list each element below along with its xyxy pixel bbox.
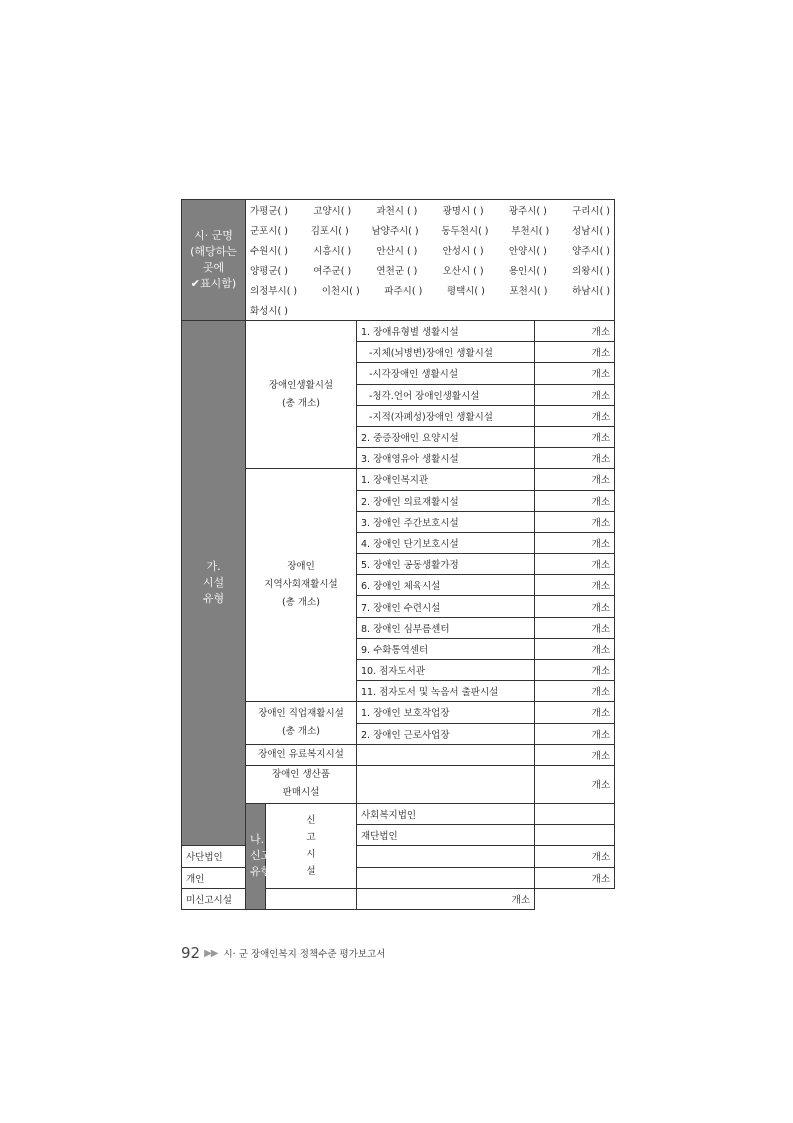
unit-cell bbox=[535, 490, 615, 511]
region-checkbox[interactable]: 오산시 ( ) bbox=[442, 266, 484, 277]
facility-item bbox=[357, 596, 535, 617]
region-list-row bbox=[250, 280, 610, 300]
facility-item-label: 2. 장애인 근로사업장 bbox=[361, 729, 450, 741]
facility-item bbox=[357, 342, 535, 363]
section-ga-header-line: 유형 bbox=[202, 592, 225, 606]
facility-item bbox=[357, 384, 535, 405]
blank-cell bbox=[357, 846, 535, 867]
unit-cell bbox=[535, 617, 615, 638]
unit-cell bbox=[535, 532, 615, 553]
facility-item bbox=[357, 575, 535, 596]
unit-cell bbox=[535, 384, 615, 405]
products-facility-category-line: 판매시설 bbox=[282, 787, 320, 799]
region-checkbox[interactable]: 과천시 ( ) bbox=[376, 206, 418, 217]
facility-item bbox=[357, 723, 535, 744]
unit-cell bbox=[535, 511, 615, 532]
facility-item-label: 3. 장애인 주간보호시설 bbox=[361, 517, 459, 529]
unit-label: 개소 bbox=[591, 687, 611, 699]
region-list-row bbox=[250, 220, 610, 240]
facility-item bbox=[357, 426, 535, 447]
unit-label: 개소 bbox=[511, 894, 530, 906]
region-checkbox[interactable]: 용인시( ) bbox=[508, 266, 547, 277]
unit-label: 개소 bbox=[591, 873, 611, 885]
facility-item-label: 2. 장애인 의료재활시설 bbox=[361, 496, 459, 508]
facility-item-label: 3. 장애영유아 생활시설 bbox=[361, 454, 459, 466]
vocational-facility-category bbox=[246, 702, 357, 744]
reported-label-char: 시 bbox=[306, 848, 316, 860]
facility-item-label: 재단법인 bbox=[361, 831, 398, 843]
reported-label-char: 설 bbox=[306, 865, 316, 877]
region-checkbox[interactable]: 가평군( ) bbox=[250, 206, 288, 217]
facility-item-label: 5. 장애인 공동생활가정 bbox=[361, 560, 459, 572]
facility-item bbox=[357, 469, 535, 490]
section-ga-header-line: 가. bbox=[206, 560, 221, 574]
section-na-header-line: 유형 bbox=[250, 865, 272, 879]
unit-cell bbox=[535, 660, 615, 681]
facility-item bbox=[357, 660, 535, 681]
region-list-row bbox=[250, 260, 610, 280]
region-checkbox[interactable]: 양평군( ) bbox=[250, 266, 288, 277]
blank-cell bbox=[266, 888, 357, 909]
section-ga-header bbox=[182, 321, 246, 846]
section-na-header-line: 나. bbox=[250, 833, 265, 847]
facility-item bbox=[357, 825, 535, 846]
region-checkbox[interactable]: 의정부시( ) bbox=[250, 286, 298, 297]
facility-item bbox=[357, 803, 535, 824]
unit-label: 개소 bbox=[591, 496, 611, 508]
facility-row bbox=[182, 744, 615, 765]
facility-item-label: -시각장애인 생활시설 bbox=[369, 369, 459, 381]
facility-item bbox=[357, 702, 535, 723]
region-checkbox[interactable]: 수원시( ) bbox=[250, 246, 288, 257]
community-facility-category-line: (총 개소) bbox=[282, 597, 320, 609]
region-list-row bbox=[250, 300, 610, 320]
facility-item-label: 개인 bbox=[186, 873, 205, 885]
region-checkbox[interactable]: 여주군( ) bbox=[313, 266, 352, 277]
unit-cell bbox=[535, 596, 615, 617]
paid-facility-category bbox=[246, 744, 357, 765]
region-checkbox[interactable]: 고양시( ) bbox=[313, 206, 352, 217]
report-row bbox=[182, 888, 615, 909]
unit-cell bbox=[357, 888, 535, 909]
region-checkbox[interactable]: 연천군 ( ) bbox=[376, 266, 418, 277]
products-facility-category-line: 장애인 생산품 bbox=[271, 769, 331, 781]
region-checkbox[interactable]: 안성시 ( ) bbox=[442, 246, 484, 257]
facility-item-label: 1. 장애인복지관 bbox=[361, 475, 429, 487]
facility-item bbox=[357, 321, 535, 342]
facility-item bbox=[357, 448, 535, 469]
region-checkbox[interactable]: 하남시( ) bbox=[572, 286, 611, 297]
unit-label: 개소 bbox=[591, 644, 611, 656]
region-checkbox[interactable]: 동두천시( ) bbox=[441, 226, 489, 237]
unit-cell bbox=[535, 867, 615, 888]
facility-item bbox=[357, 554, 535, 575]
page-number: 92 bbox=[181, 944, 201, 962]
region-checkbox[interactable]: 성남시( ) bbox=[572, 226, 610, 237]
unit-label: 개소 bbox=[591, 348, 611, 360]
community-facility-category-line: 지역사회재활시설 bbox=[264, 579, 338, 591]
facility-row bbox=[182, 765, 615, 803]
unit-label: 개소 bbox=[591, 517, 611, 529]
unit-label: 개소 bbox=[591, 454, 611, 466]
region-checkbox[interactable]: 의왕시( ) bbox=[572, 266, 611, 277]
facility-item-label: 7. 장애인 수련시설 bbox=[361, 602, 441, 614]
region-header-line: 곳에 bbox=[202, 261, 225, 274]
unit-label: 개소 bbox=[591, 538, 611, 550]
unit-cell bbox=[535, 469, 615, 490]
facility-item-label: 4. 장애인 단기보호시설 bbox=[361, 538, 459, 550]
facility-item-label: 6. 장애인 체육시설 bbox=[361, 581, 441, 593]
unit-cell bbox=[535, 448, 615, 469]
region-checkbox[interactable]: 김포시( ) bbox=[310, 226, 349, 237]
community-facility-category bbox=[246, 469, 357, 702]
facility-item-label: 11. 점자도서 및 녹음서 출판시설 bbox=[361, 687, 499, 699]
blank-cell bbox=[357, 744, 535, 765]
unit-cell bbox=[535, 554, 615, 575]
region-checkbox[interactable]: 군포시( ) bbox=[250, 226, 288, 237]
region-checkbox[interactable]: 이천시( ) bbox=[321, 286, 360, 297]
unit-cell bbox=[535, 638, 615, 659]
unit-cell bbox=[535, 681, 615, 702]
unit-label: 개소 bbox=[591, 433, 611, 445]
products-facility-category bbox=[246, 765, 357, 803]
region-checkbox[interactable]: 남양주시( ) bbox=[371, 226, 419, 237]
unit-label: 개소 bbox=[591, 369, 611, 381]
facility-item bbox=[357, 490, 535, 511]
region-list-row bbox=[250, 240, 610, 260]
region-checkbox[interactable]: 시흥시( ) bbox=[313, 246, 352, 257]
unit-label: 개소 bbox=[591, 852, 611, 864]
reported-facility-label bbox=[266, 803, 357, 888]
facility-row bbox=[182, 702, 615, 723]
vocational-facility-category-line: (총 개소) bbox=[282, 726, 320, 738]
region-checkbox[interactable]: 광주시( ) bbox=[508, 206, 547, 217]
facility-item-label: 사회복지법인 bbox=[361, 810, 417, 822]
facility-item bbox=[182, 888, 266, 909]
region-checkbox[interactable]: 안양시( ) bbox=[508, 246, 547, 257]
page-footer bbox=[181, 944, 385, 962]
unit-label: 개소 bbox=[591, 780, 611, 792]
facility-row bbox=[182, 469, 615, 490]
section-na-header-line: 신고 bbox=[250, 849, 272, 863]
unit-label: 개소 bbox=[591, 729, 611, 741]
section-ga-header-line: 시설 bbox=[202, 576, 225, 590]
blank-cell bbox=[535, 825, 615, 846]
facility-item-label: 미신고시설 bbox=[186, 894, 232, 906]
unit-cell bbox=[535, 426, 615, 447]
region-header-line: (해당하는 bbox=[190, 245, 237, 258]
unit-label: 개소 bbox=[591, 666, 611, 678]
unit-label: 개소 bbox=[591, 411, 611, 423]
vocational-facility-category-line: 장애인 직업재활시설 bbox=[258, 708, 344, 720]
facility-item-label: -지적(자폐성)장애인 생활시설 bbox=[369, 411, 493, 423]
unit-cell bbox=[535, 575, 615, 596]
unit-cell bbox=[535, 321, 615, 342]
facility-item bbox=[357, 511, 535, 532]
region-checkbox[interactable]: 포천시( ) bbox=[509, 286, 548, 297]
region-checklist bbox=[246, 200, 615, 321]
survey-table bbox=[181, 199, 615, 910]
living-facility-category bbox=[246, 321, 357, 469]
blank-cell bbox=[357, 765, 535, 803]
unit-cell bbox=[535, 342, 615, 363]
arrow-icon: ▶▶ bbox=[204, 947, 218, 959]
report-title: 시· 군 장애인복지 정책수준 평가보고서 bbox=[223, 949, 386, 960]
unit-cell bbox=[535, 846, 615, 867]
facility-item-label: 1. 장애인 보호작업장 bbox=[361, 708, 450, 720]
living-facility-category-line: 장애인생활시설 bbox=[268, 379, 334, 391]
facility-item bbox=[357, 405, 535, 426]
community-facility-category-line: 장애인 bbox=[287, 561, 315, 573]
unit-label: 개소 bbox=[591, 623, 611, 635]
report-row bbox=[182, 803, 615, 824]
paid-facility-label: 장애인 유료복지시설 bbox=[258, 748, 344, 760]
region-checkbox[interactable]: 부천시( ) bbox=[511, 226, 550, 237]
unit-label: 개소 bbox=[591, 475, 611, 487]
region-checkbox[interactable]: 광명시 ( ) bbox=[442, 206, 484, 217]
region-row bbox=[182, 200, 615, 321]
reported-label-char: 신 bbox=[306, 814, 316, 826]
region-header-line: 시· 군명 bbox=[194, 229, 233, 242]
blank-cell bbox=[535, 803, 615, 824]
unit-label: 개소 bbox=[591, 750, 611, 762]
region-checkbox[interactable]: 양주시( ) bbox=[572, 246, 611, 257]
unit-label: 개소 bbox=[591, 602, 611, 614]
facility-item-label: 9. 수화통역센터 bbox=[361, 644, 429, 656]
unit-label: 개소 bbox=[591, 708, 611, 720]
unit-cell bbox=[535, 405, 615, 426]
facility-item bbox=[357, 363, 535, 384]
facility-item bbox=[357, 638, 535, 659]
facility-item-label: -청각.언어 장애인생활시설 bbox=[369, 390, 480, 402]
living-facility-category-line: (총 개소) bbox=[282, 397, 320, 409]
facility-item bbox=[182, 867, 246, 888]
region-checkbox[interactable]: 화성시( ) bbox=[250, 306, 288, 317]
region-checkbox[interactable]: 안산시 ( ) bbox=[376, 246, 418, 257]
facility-item bbox=[357, 681, 535, 702]
region-list-row bbox=[250, 200, 610, 220]
region-checkbox[interactable]: 평택시( ) bbox=[446, 286, 485, 297]
facility-item-label: -지체(뇌병변)장애인 생활시설 bbox=[369, 348, 493, 360]
facility-item-label: 사단법인 bbox=[186, 852, 223, 864]
region-checkbox[interactable]: 구리시( ) bbox=[572, 206, 611, 217]
facility-item bbox=[182, 846, 246, 867]
blank-cell bbox=[357, 867, 535, 888]
unit-cell bbox=[535, 363, 615, 384]
region-checkbox[interactable]: 파주시( ) bbox=[384, 286, 423, 297]
facility-item-label: 10. 점자도서관 bbox=[361, 666, 426, 678]
region-header bbox=[182, 200, 246, 321]
unit-cell bbox=[535, 723, 615, 744]
reported-label-char: 고 bbox=[306, 831, 316, 843]
unit-label: 개소 bbox=[591, 581, 611, 593]
region-header-line: ✔표시함) bbox=[190, 277, 237, 290]
facility-item-label: 1. 장애유형별 생활시설 bbox=[361, 327, 459, 339]
unit-cell bbox=[535, 744, 615, 765]
unit-label: 개소 bbox=[591, 390, 611, 402]
facility-item bbox=[357, 617, 535, 638]
unit-label: 개소 bbox=[591, 560, 611, 572]
unit-label: 개소 bbox=[591, 327, 611, 339]
unit-cell bbox=[535, 765, 615, 803]
facility-row bbox=[182, 321, 615, 342]
facility-item bbox=[357, 532, 535, 553]
unit-cell bbox=[535, 702, 615, 723]
facility-item-label: 8. 장애인 심부름센터 bbox=[361, 623, 450, 635]
facility-item-label: 2. 중증장애인 요양시설 bbox=[361, 433, 459, 445]
